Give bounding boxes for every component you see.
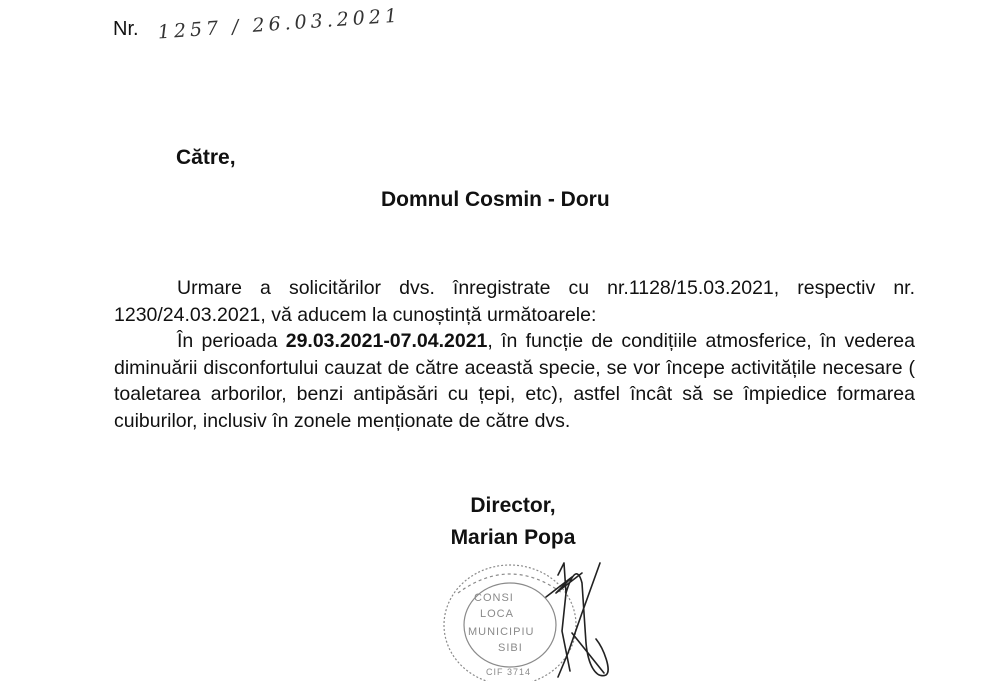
recipient-name: Domnul Cosmin - Doru: [381, 188, 610, 211]
work-period: 29.03.2021-07.04.2021: [285, 330, 488, 352]
svg-text:CONSI: CONSI: [474, 592, 514, 604]
signature-block: [420, 490, 606, 554]
signatory-name: Marian Popa: [450, 526, 576, 549]
handwritten-signature-icon: [512, 553, 622, 681]
svg-text:MUNICIPIU: MUNICIPIU: [468, 626, 535, 638]
handwritten-registration-number: 1257 / 26.03.2021: [157, 4, 402, 44]
signatory-title: Director,: [470, 494, 556, 517]
paragraph-measures-intro: În perioada: [177, 330, 286, 352]
svg-text:SIBI: SIBI: [498, 642, 523, 654]
registration-number-line: [113, 4, 402, 44]
svg-text:CIF 3714: CIF 3714: [486, 667, 532, 677]
paragraph-measures: [114, 328, 915, 434]
paragraph-request-reference: Urmare a solicitărilor dvs. înregistrate cu nr.1128/15.03.2021, respectiv nr. 1230/24.03.2021, vă aducem la cunoștință următoarele:: [114, 277, 915, 326]
paragraph-measures-text: , în funcție de condițiile atmosferice, în vederea diminuării disconfortului cauzat de către această specie, se vor începe activitățile necesare ( toaletarea arborilor, benzi antipăsări cu țepi, etc), astfel încât să se împiedice formarea cuiburilor, inclusiv în zonele menționate de către dvs.: [114, 330, 915, 432]
salutation: Către,: [176, 146, 236, 169]
svg-text:LOCA: LOCA: [480, 608, 514, 620]
nr-label: Nr.: [113, 18, 139, 41]
letter-body: [114, 275, 915, 434]
